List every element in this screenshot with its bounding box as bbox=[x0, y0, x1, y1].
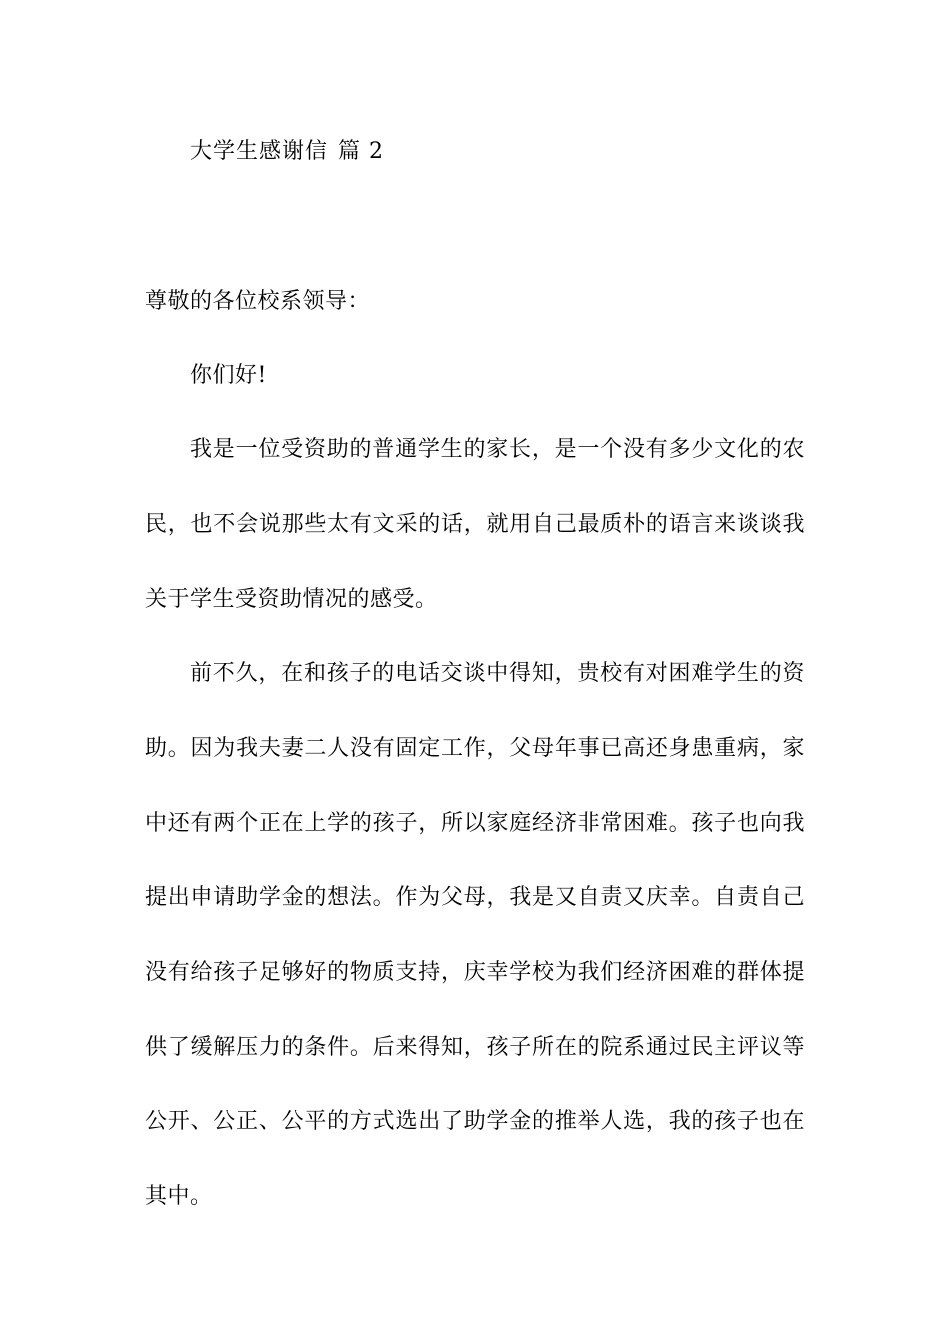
paragraph2-line4: 提出申请助学金的想法。作为父母，我是又自责又庆幸。自责自己 bbox=[145, 885, 805, 910]
paragraph2-line3: 中还有两个正在上学的孩子，所以家庭经济非常困难。孩子也向我 bbox=[145, 811, 805, 836]
paragraph2-line5: 没有给孩子足够好的物质支持，庆幸学校为我们经济困难的群体提 bbox=[145, 960, 805, 985]
document-heading bbox=[190, 134, 384, 170]
paragraph2-line6: 供了缓解压力的条件。后来得知，孩子所在的院系通过民主评议等 bbox=[145, 1035, 805, 1060]
salutation: 尊敬的各位校系领导： bbox=[145, 289, 371, 314]
heading-number: 篇 2 bbox=[338, 139, 385, 164]
greeting: 你们好! bbox=[190, 363, 267, 388]
heading-title: 大学生感谢信 bbox=[190, 139, 329, 164]
paragraph2-line2: 助。因为我夫妻二人没有固定工作，父母年事已高还身患重病，家 bbox=[145, 736, 805, 761]
paragraph2-line7: 公开、公正、公平的方式选出了助学金的推举人选，我的孩子也在 bbox=[145, 1109, 805, 1134]
paragraph1-line2: 民，也不会说那些太有文采的话，就用自己最质朴的语言来谈谈我 bbox=[145, 512, 805, 537]
paragraph2-line8: 其中。 bbox=[145, 1184, 213, 1209]
paragraph1-line3: 关于学生受资助情况的感受。 bbox=[145, 587, 438, 612]
paragraph2-line1: 前不久，在和孩子的电话交谈中得知，贵校有对困难学生的资 bbox=[190, 661, 805, 686]
paragraph1-line1: 我是一位受资助的普通学生的家长，是一个没有多少文化的农 bbox=[190, 437, 805, 462]
